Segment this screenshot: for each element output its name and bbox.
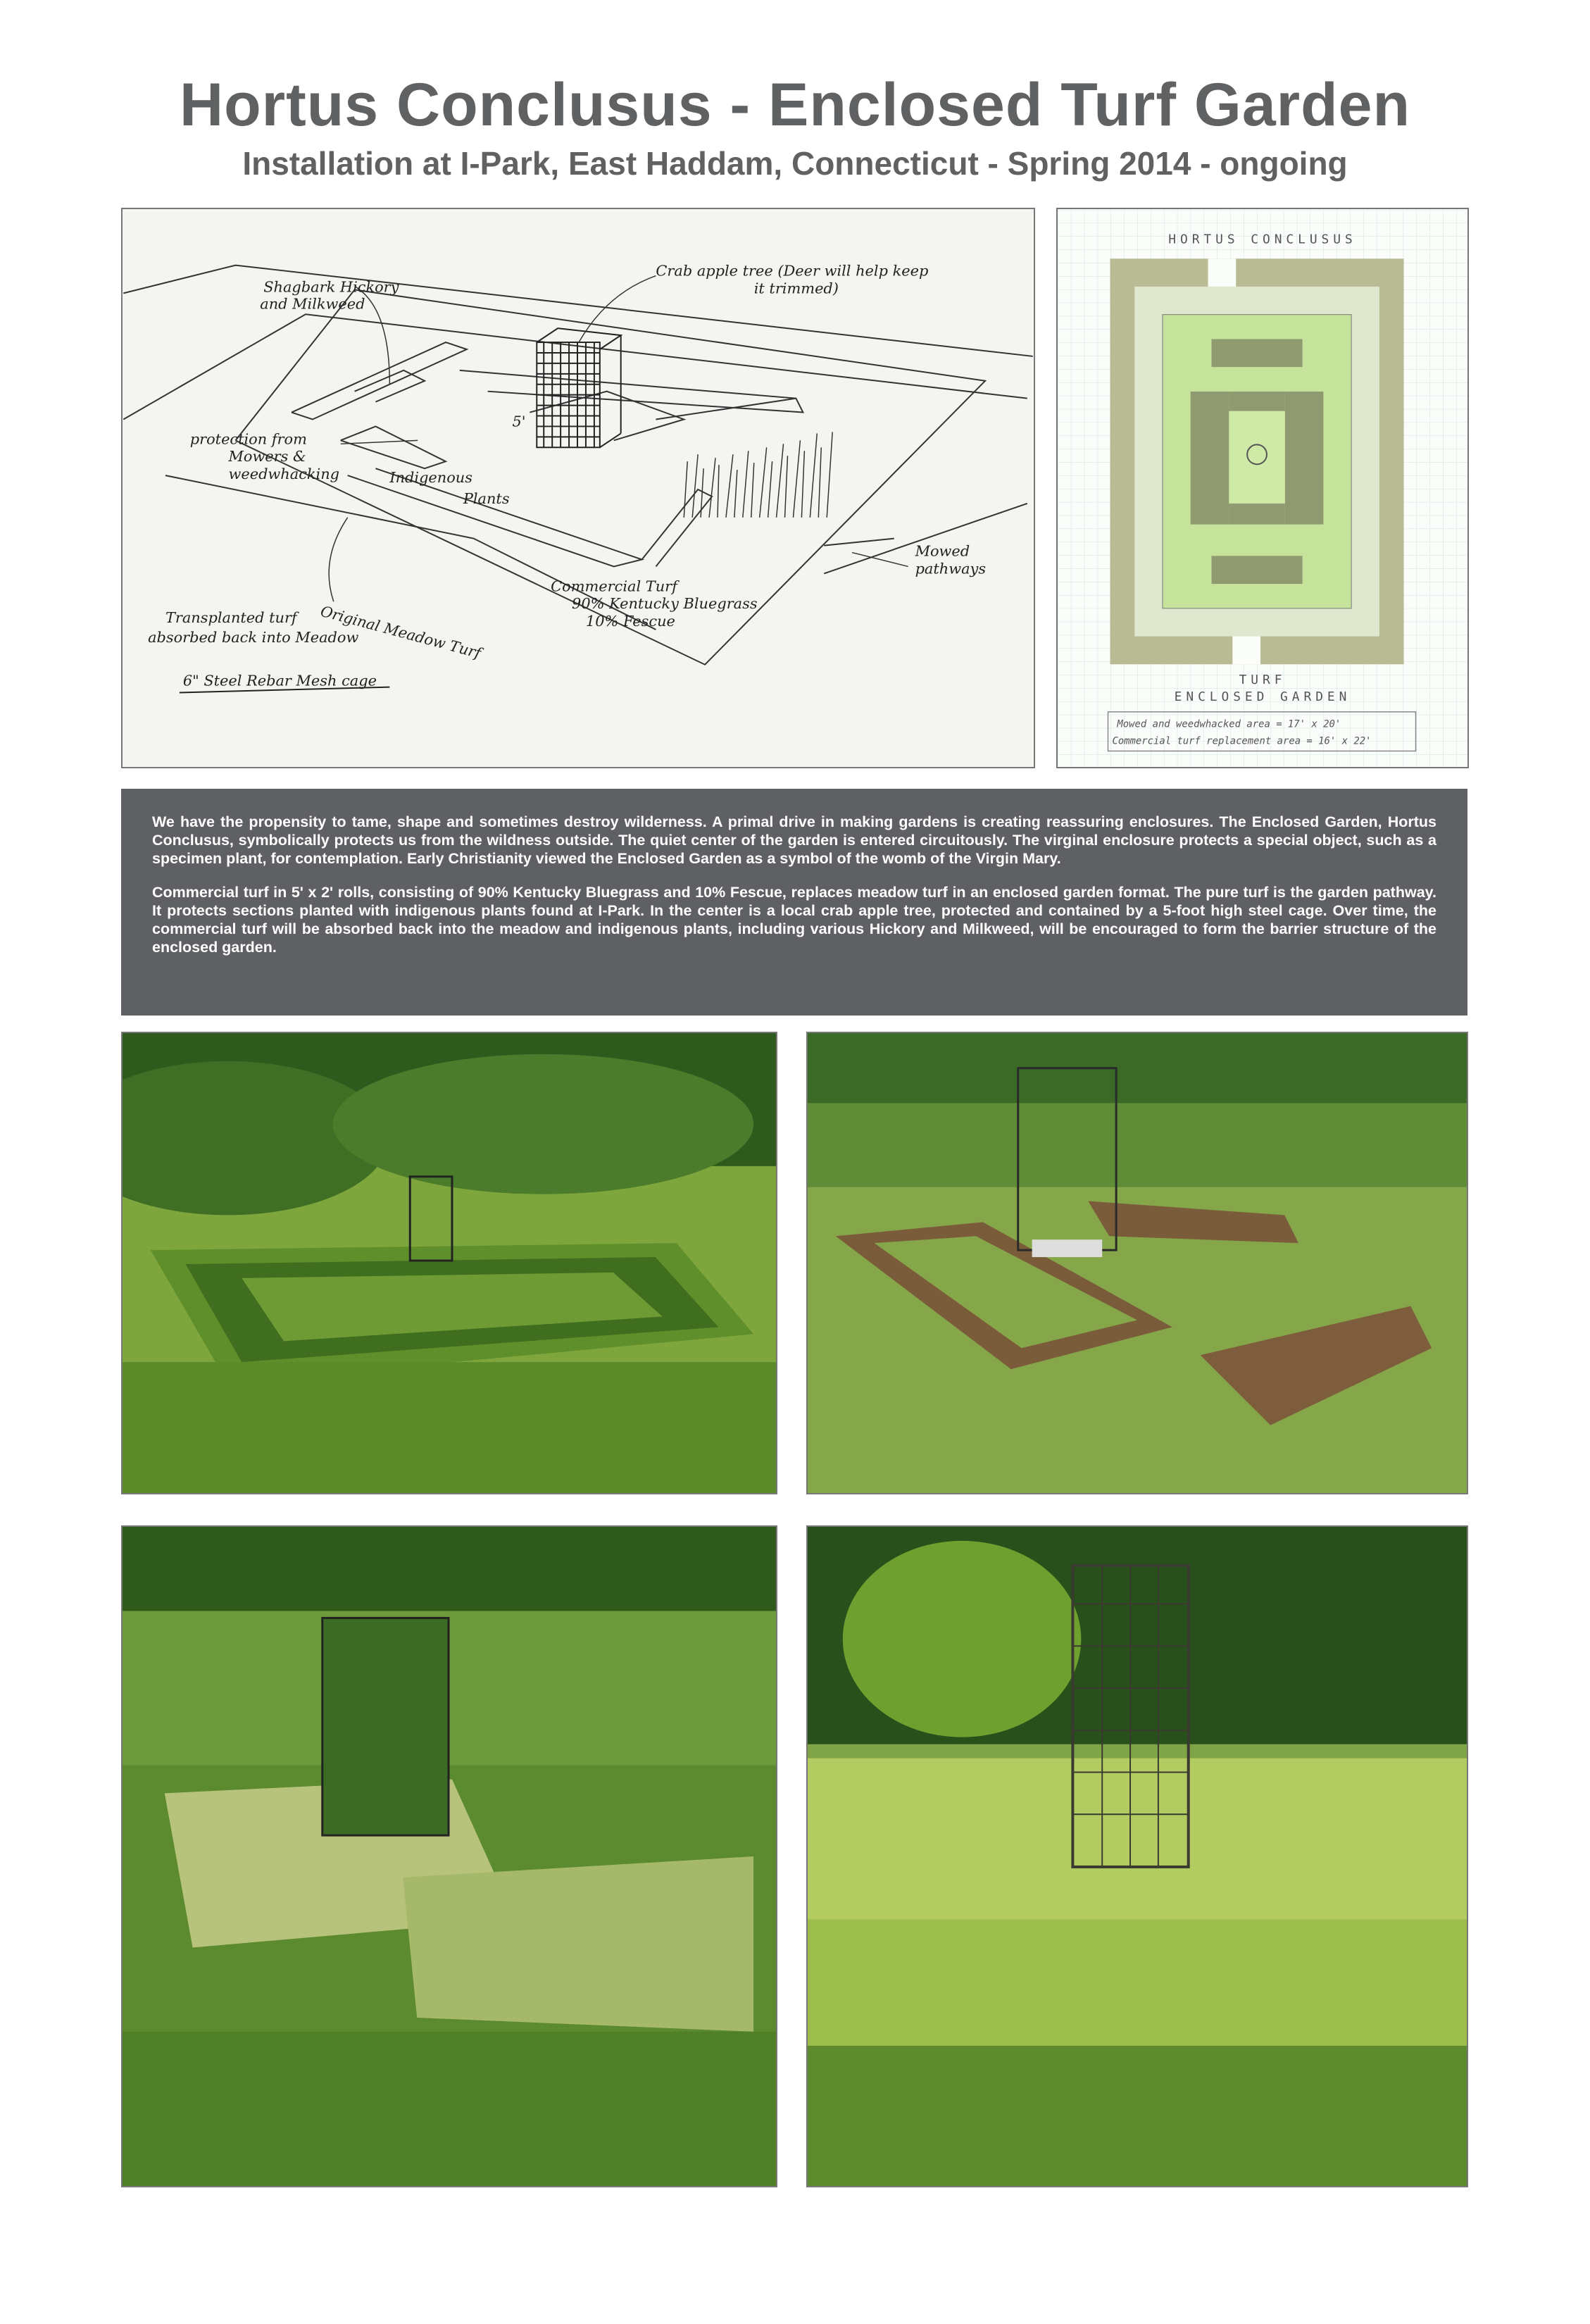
photo-grown-garden — [121, 1525, 777, 2187]
plan-bottom-label-2: ENCLOSED GARDEN — [1174, 689, 1351, 704]
description-paragraph-2: Commercial turf in 5' x 2' rolls, consisting of 90% Kentucky Bluegrass and 10% Fescue, replaces meadow turf in an enclosed garden format. The pure turf is the garden pathway. It protects sections planted with indigenous plants found at I-Park. In the center is a local crab apple tree, protected and contained by a 5-foot high steel cage. Over time, the commercial turf will be absorbed back into the meadow and indigenous plants, including various Hickory and Milkweed, will be encouraged to form the barrier structure of the enclosed garden. — [152, 884, 1436, 956]
photo-turf-pattern — [121, 1032, 777, 1494]
plan-legend-1: Mowed and weedwhacked area = 17' x 20' — [1117, 718, 1341, 730]
label-commercial-3: 10% Fescue — [585, 613, 675, 630]
plan-bottom-label-1: TURF — [1239, 673, 1287, 688]
label-protection-3: weedwhacking — [228, 466, 340, 483]
label-crab-apple-1: Crab apple tree (Deer will help keep — [656, 262, 929, 280]
label-commercial-2: 90% Kentucky Bluegrass — [572, 595, 758, 613]
label-shagbark: Shagbark Hickory — [263, 278, 399, 296]
perspective-sketch — [121, 208, 1035, 768]
label-indigenous-1: Indigenous — [389, 469, 472, 487]
sketch-drawing — [123, 209, 1034, 767]
plan-legend-2: Commercial turf replacement area = 16' x 22' — [1112, 735, 1372, 747]
page-title: Hortus Conclusus - Enclosed Turf Garden — [179, 71, 1411, 139]
label-rebar: 6" Steel Rebar Mesh cage — [182, 672, 377, 689]
label-commercial-1: Commercial Turf — [551, 577, 677, 595]
label-transplanted-2: absorbed back into Meadow — [148, 628, 359, 646]
photo-garden-beds — [806, 1032, 1468, 1494]
label-indigenous-2: Plants — [463, 489, 510, 507]
description-box — [121, 789, 1467, 1016]
label-five-feet: 5' — [512, 413, 526, 430]
label-mowed-1: Mowed — [915, 542, 970, 560]
plan-drawing — [1056, 208, 1469, 768]
label-original-meadow: Original Meadow Turf — [318, 602, 483, 662]
label-transplanted-1: Transplanted turf — [165, 609, 297, 627]
label-protection-2: Mowers & — [228, 448, 306, 466]
label-milkweed: and Milkweed — [260, 295, 365, 313]
page-subtitle: Installation at I-Park, East Haddam, Connecticut - Spring 2014 - ongoing — [242, 145, 1348, 182]
label-protection-1: protection from — [189, 430, 307, 448]
description-paragraph-1: We have the propensity to tame, shape and sometimes destroy wilderness. A primal drive in making gardens is creating reassuring enclosures. The Enclosed Garden, Hortus Conclusus, symbolically protects us from the wildness outside. The quiet center of the garden is entered circuitously. The virginal enclosure protects a special object, such as a specimen plant, for contemplation. Early Christianity viewed the Enclosed Garden as a symbol of the womb of the Virgin Mary. — [152, 813, 1436, 867]
label-crab-apple-2: it trimmed) — [753, 280, 839, 297]
label-mowed-2: pathways — [915, 560, 987, 577]
plan-top-label: HORTUS CONCLUSUS — [1168, 232, 1357, 247]
plan-svg — [1058, 209, 1467, 767]
photo-tall-grass — [806, 1525, 1468, 2187]
